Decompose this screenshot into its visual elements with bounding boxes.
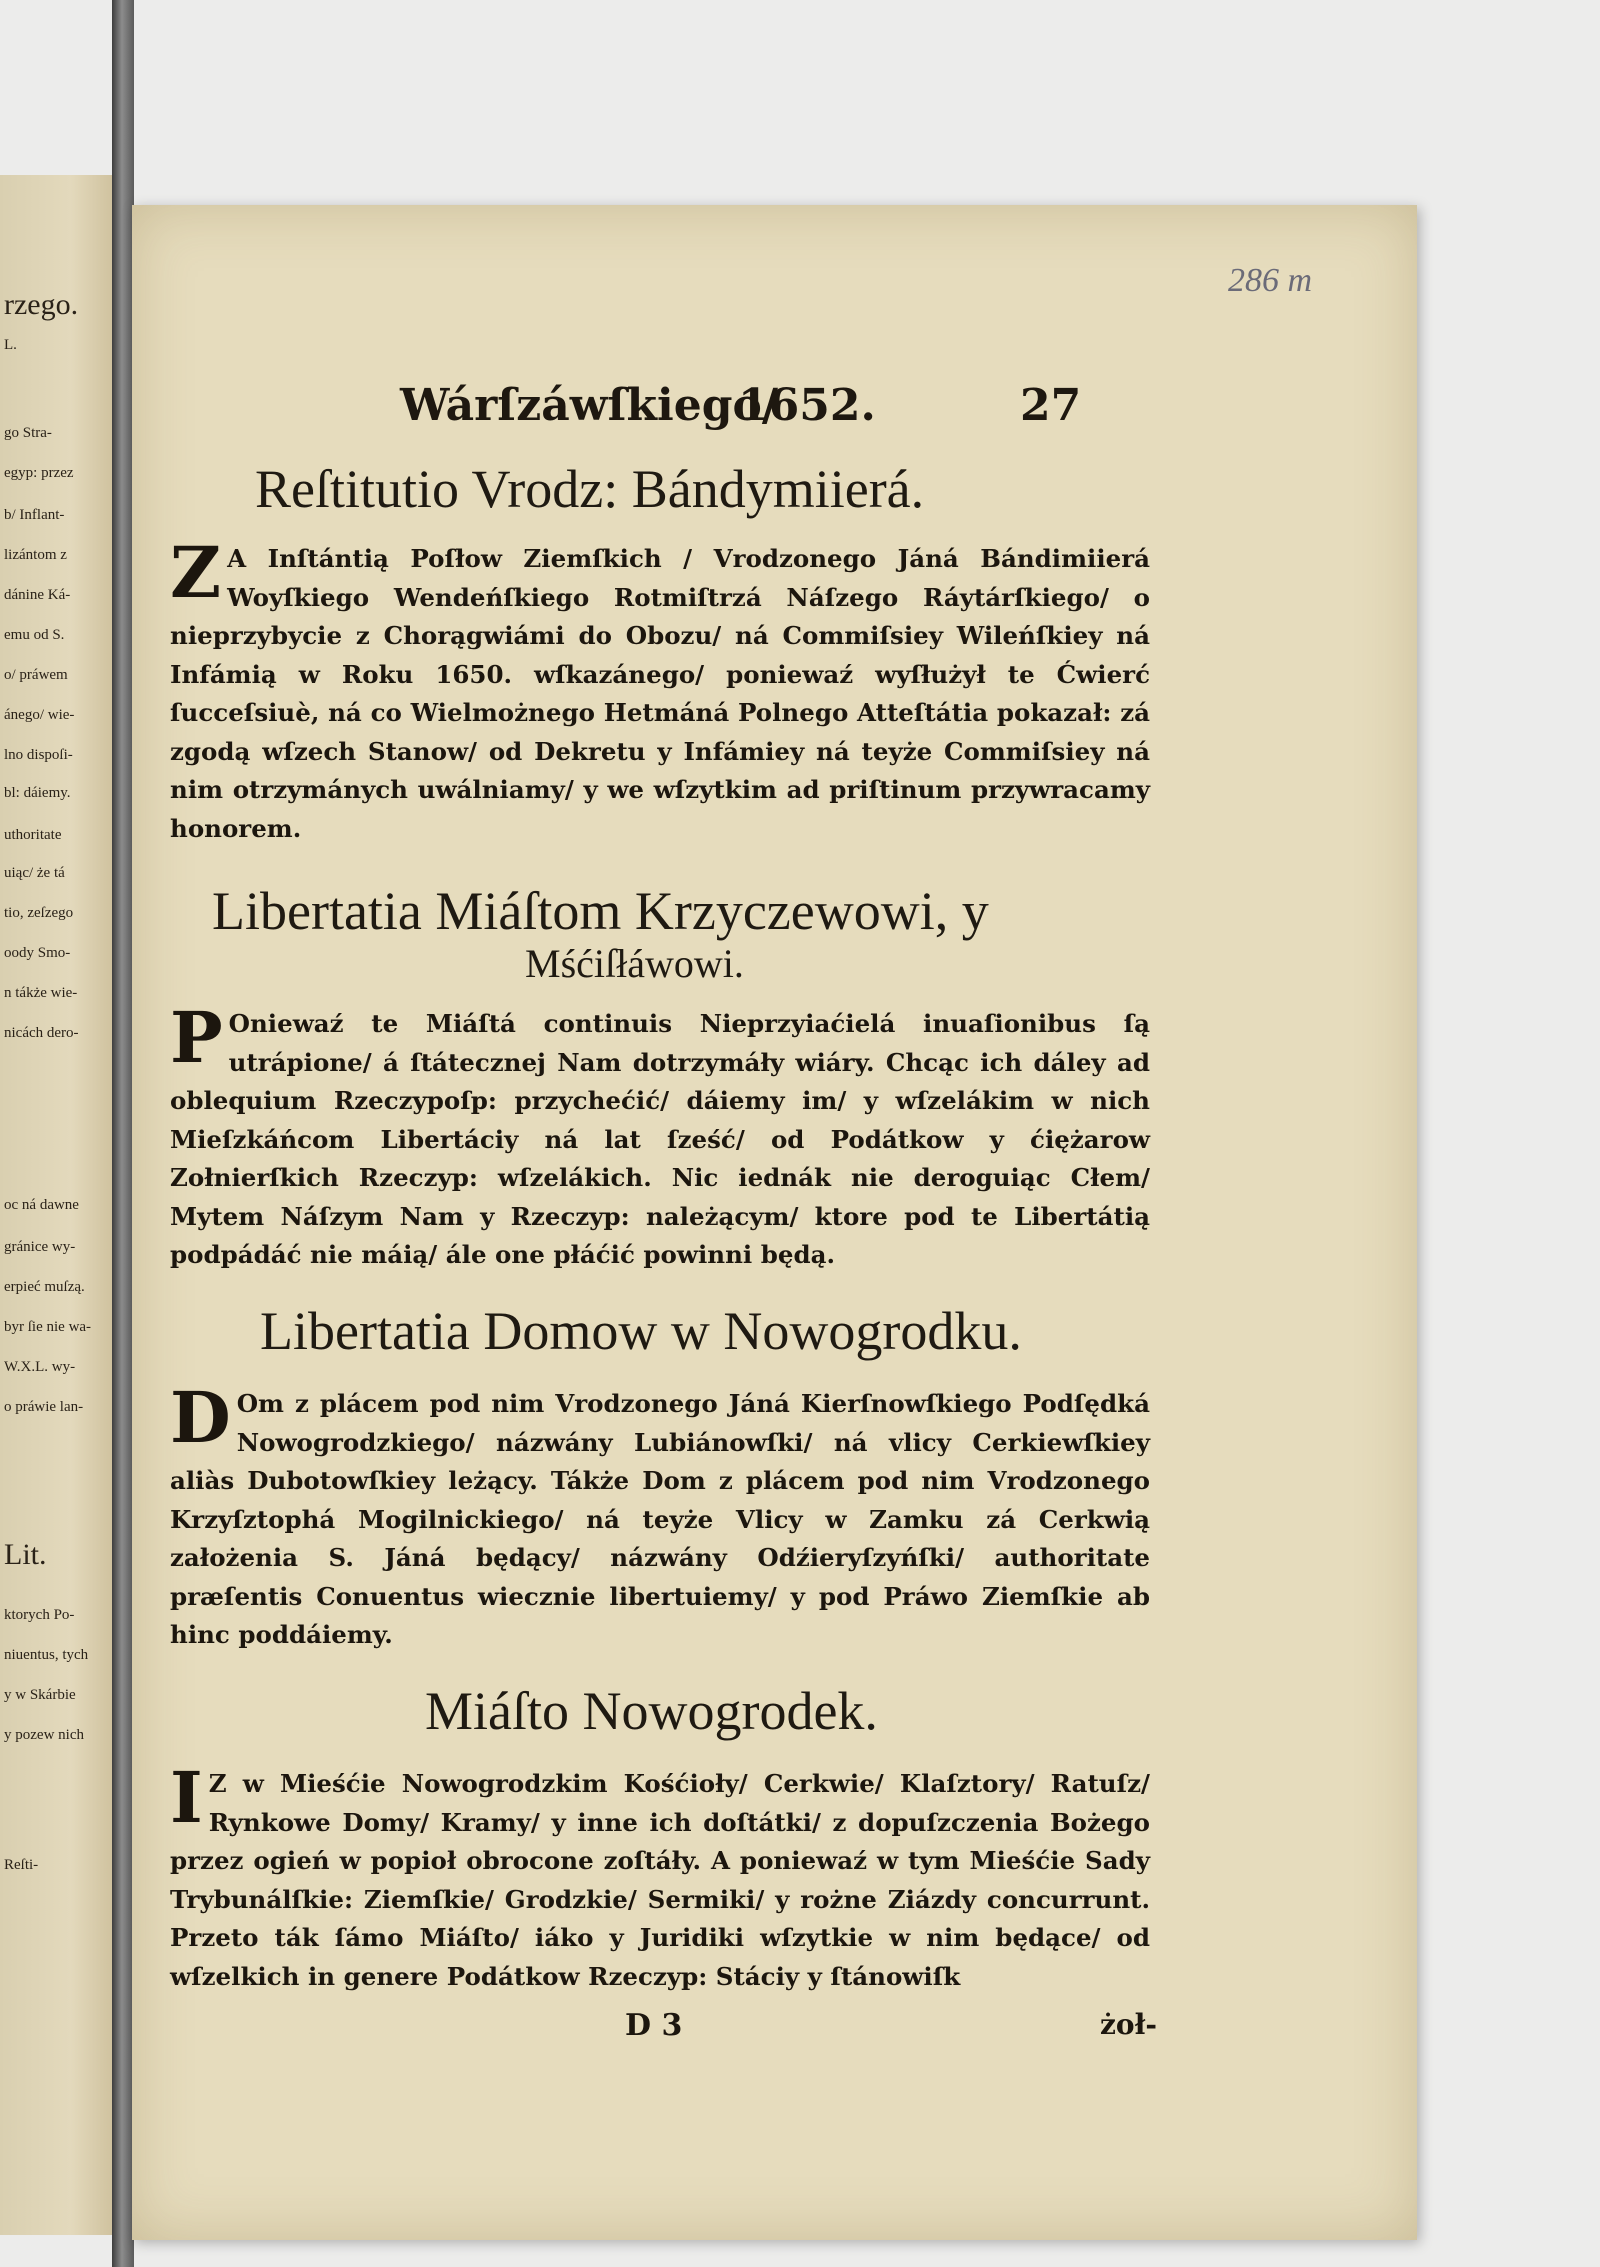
previous-page-text-fragment: erpieć muſzą. [4,1279,85,1295]
previous-page-text-fragment: nicách dero- [4,1025,79,1041]
section-subheading: Mśćiſłáwowi. [525,941,744,986]
previous-page-text-fragment: n tákże wie- [4,985,78,1001]
previous-page-text-fragment: Reſti- [4,1857,39,1873]
section-paragraph [170,1756,1150,1996]
previous-page-text-fragment: b/ Inflant- [4,507,65,523]
previous-page-text-fragment: L. [4,337,17,353]
book-gutter [112,0,134,2267]
previous-page-text-fragment: o práwie lan- [4,1399,84,1415]
previous-page-text-fragment: emu od S. [4,627,65,643]
previous-page-text-fragment: lizántom z [4,547,67,563]
drop-capital: Z [170,531,222,614]
page-number: 27 [1020,380,1082,431]
folio-annotation: 286 m [1228,262,1313,299]
previous-page-text-fragment: ktorych Po- [4,1607,75,1623]
previous-page-text-fragment: niuentus, tych [4,1647,89,1663]
previous-page-text-fragment: tio, zeſzego [4,905,74,921]
section-paragraph [170,996,1150,1275]
section-paragraph [170,531,1150,848]
previous-page-text-fragment: ánego/ wie- [4,707,75,723]
paragraph-text: Z w Mieśćie Nowogrodzkim Kośćioły/ Cerkwie/ Klaſztory/ Ratuſz/ Rynkowe Domy/ Kramy/ y inne ich doſtátki/ z dopuſzczenia Bożego przez ogień w popioł obrocone zoſtáły. A poniewaź w tym Mieśćie Sady Trybunálſkie: Ziemſkie/ Grodzkie/ Sermiki/ y rożne Ziázdy concurrunt. Przeto ták ſámo Miáſto/ iáko y Juridiki wſzytkie w nim będące/ od wſzelkich in genere Podátkow Rzeczyp: Stáciy y ſtánowiſk [170,1769,1150,1991]
previous-page-text-fragment: rzego. [4,288,79,321]
previous-page-text-fragment: uthoritate [4,827,62,843]
paragraph-text: Oniewaź te Miáſtá continuis Nieprzyiaćielá inuaſionibus ſą utrápione/ á ſtátecznej Nam dotrzymáły wiáry. Chcąc ich dáley ad oblequium Rzeczypoſp: przychećić/ dáiemy im/ y wſzelákim w nich Mieſzkáńcom Libertáciy ná lat ſześć/ od Podátkow y ćiężarow Zołnierſkich Rzeczyp: wſzelákich. Nic iednák nie deroguiąc Cłem/ Mytem Náſzym Nam y Rzeczyp: należącym/ ktore pod te Libertátią podpádáć nie máią/ ále one płáćić powinni będą. [170,1009,1150,1269]
section-heading: Miáſto Nowogrodek. [425,1681,878,1741]
previous-page-text-fragment: dánine Ká- [4,587,71,603]
previous-page-text-fragment: gránice wy- [4,1239,76,1255]
signature-mark: D 3 [625,2008,683,2043]
previous-page-text-fragment: o/ práwem [4,667,68,683]
section-heading: Reſtitutio Vrodz: Bándymiierá. [255,459,925,519]
previous-page-text-fragment: byr ſie nie wa- [4,1319,92,1335]
previous-page-text-fragment: go Stra- [4,425,52,441]
running-head-title: Wárſzáwſkiego/ [400,380,778,431]
drop-capital: P [170,996,223,1079]
previous-page-text-fragment: W.X.L. wy- [4,1359,76,1375]
catchword: żoł- [1100,2008,1157,2041]
previous-page-text-fragment: uiąc/ że tá [4,865,65,881]
previous-page-text-fragment: egyp: przez [4,465,74,481]
previous-page-text-fragment: y pozew nich [4,1727,84,1743]
paragraph-text: Om z plácem pod nim Vrodzonego Jáná Kierſnowſkiego Podſędká Nowogrodzkiego/ názwány Lubiánowſki/ ná vlicy Cerkiewſkiey aliàs Dubotowſkiey leżący. Tákże Dom z plácem pod nim Vrodzonego Krzyſztophá Mogilnickiego/ ná teyże Vlicy w Zamku zá Cerkwią założenia S. Jáná będący/ názwány Odźieryſzyńſki/ authoritate præſentis Conuentus wiecznie libertuiemy/ y pod Práwo Ziemſkie ab hinc poddáiemy. [170,1389,1150,1649]
previous-page-text-fragment: Lit. [4,1538,47,1571]
drop-capital: I [170,1756,203,1839]
previous-page-text-fragment: oody Smo- [4,945,71,961]
running-head-year: 1652. [738,380,876,431]
previous-page-text-fragment: lno dispoſi- [4,747,73,763]
section-heading: Libertatia Miáſtom Krzyczewowi, y [212,881,989,941]
paragraph-text: A Inſtántią Poſłow Ziemſkich / Vrodzonego Jáná Bándimiierá Woyſkiego Wendeńſkiego Rotmiſtrzá Náſzego Ráytárſkiego/ o nieprzybycie z Chorągwiámi do Obozu/ ná Commiſsiey Wileńſkiey ná Infámią w Roku 1650. wſkazánego/ poniewaź wyſłużył te Ćwierć ſucceſsiuè, ná co Wielmożnego Hetmáná Polnego Atteſtátia pokazał: zá zgodą wſzech Stanow/ od Dekretu y Infámiey ná teyże Commiſsiey ná nim otrzymánych uwálniamy/ y we wſzytkim ad priſtinum przywracamy honorem. [170,544,1150,843]
previous-page-text-fragment: y w Skárbie [4,1687,76,1703]
drop-capital: D [170,1376,231,1459]
section-paragraph [170,1376,1150,1655]
previous-page-text-fragment: oc ná dawne [4,1197,79,1213]
previous-page-edge [0,175,118,2235]
section-heading: Libertatia Domow w Nowogrodku. [260,1301,1022,1361]
previous-page-text-fragment: bl: dáiemy. [4,785,71,801]
